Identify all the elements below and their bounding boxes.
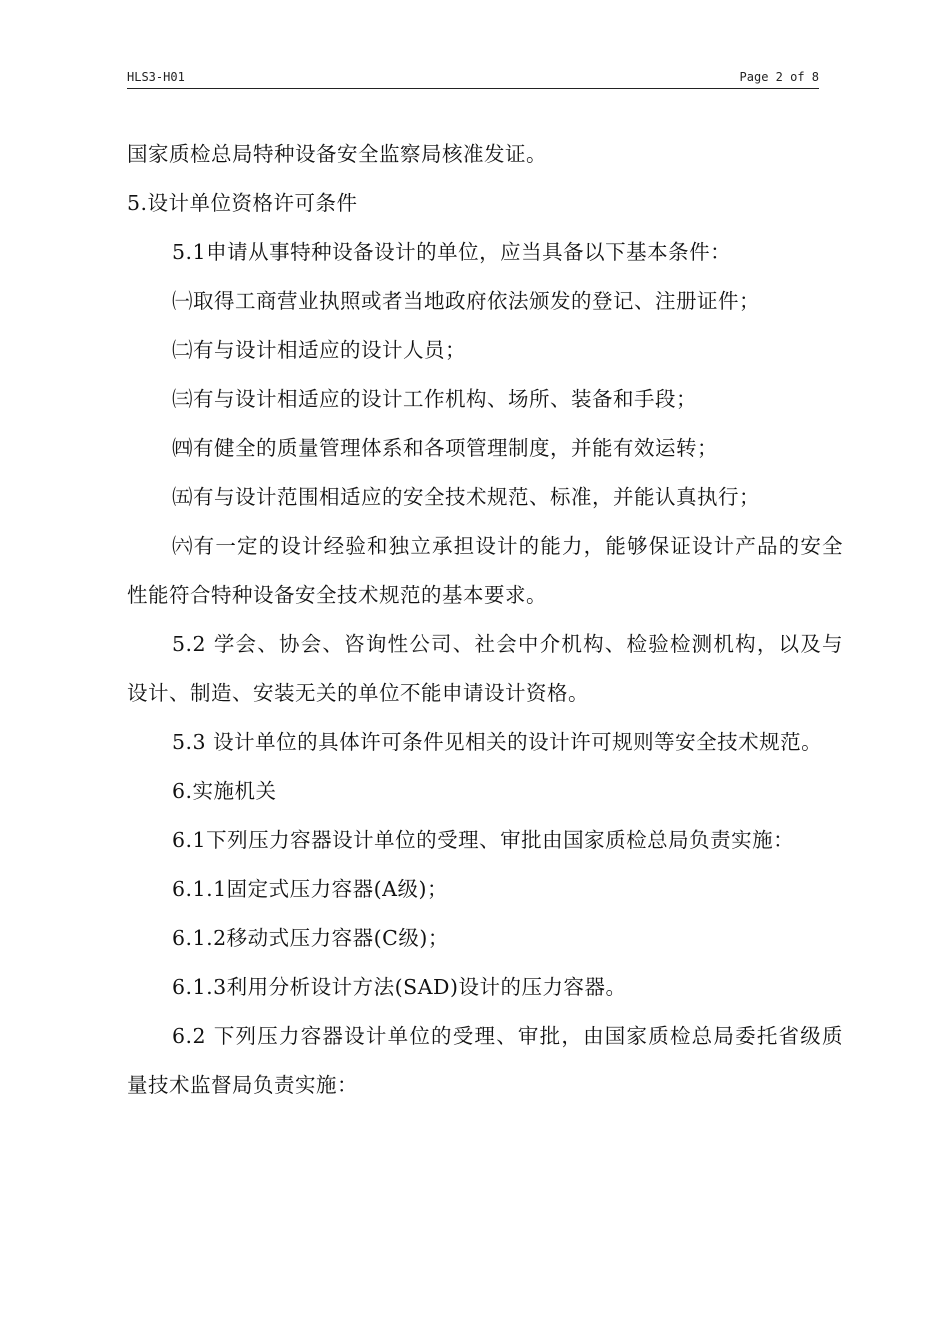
- document-id: HLS3-H01: [127, 70, 185, 84]
- paragraph: 5.1申请从事特种设备设计的单位，应当具备以下基本条件：: [172, 240, 732, 264]
- list-item: ㈡有与设计相适应的设计人员；: [172, 338, 466, 362]
- paragraph: 国家质检总局特种设备安全监察局核准发证。: [127, 142, 547, 166]
- list-item: 6.1.2移动式压力容器(C级)；: [172, 926, 449, 950]
- document-body: [127, 130, 843, 1110]
- list-item: ㈤有与设计范围相适应的安全技术规范、标准，并能认真执行；: [172, 485, 760, 509]
- list-item: ㈥有一定的设计经验和独立承担设计的能力，能够保证设计产品的安全性能符合特种设备安全技术规范的基本要求。: [127, 534, 843, 607]
- list-item: ㈢有与设计相适应的设计工作机构、场所、装备和手段；: [172, 387, 697, 411]
- section-heading: 5.设计单位资格许可条件: [127, 191, 358, 215]
- section-heading: 6.实施机关: [172, 779, 277, 803]
- paragraph: 6.1下列压力容器设计单位的受理、审批由国家质检总局负责实施：: [172, 828, 795, 852]
- paragraph: 5.3 设计单位的具体许可条件见相关的设计许可规则等安全技术规范。: [172, 730, 823, 754]
- list-item: 6.1.3利用分析设计方法(SAD)设计的压力容器。: [172, 975, 627, 999]
- paragraph: 5.2 学会、协会、咨询性公司、社会中介机构、检验检测机构，以及与设计、制造、安装无关的单位不能申请设计资格。: [127, 632, 843, 705]
- paragraph: 6.2 下列压力容器设计单位的受理、审批，由国家质检总局委托省级质量技术监督局负责实施：: [127, 1024, 843, 1097]
- list-item: ㈣有健全的质量管理体系和各项管理制度，并能有效运转；: [172, 436, 718, 460]
- list-item: ㈠取得工商营业执照或者当地政府依法颁发的登记、注册证件；: [172, 289, 760, 313]
- header-divider: [127, 88, 819, 89]
- page-header: [127, 70, 819, 88]
- page-number: Page 2 of 8: [739, 70, 819, 84]
- list-item: 6.1.1固定式压力容器(A级)；: [172, 877, 448, 901]
